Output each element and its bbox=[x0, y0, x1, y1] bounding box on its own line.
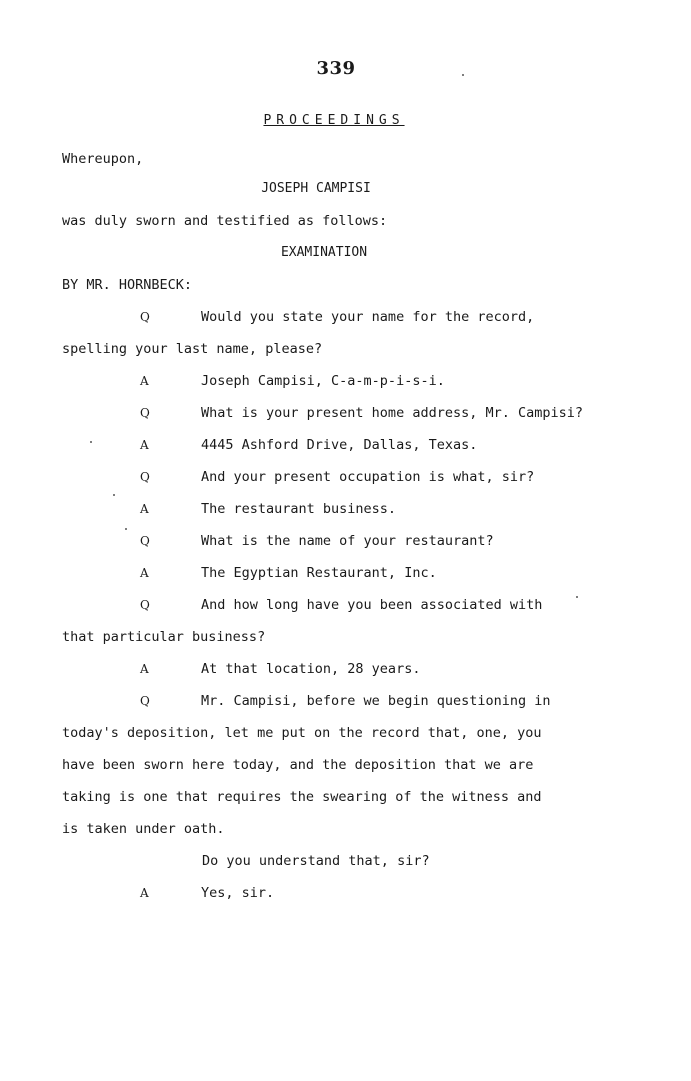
answer-text: The restaurant business. bbox=[201, 501, 397, 517]
answer-marker: A bbox=[140, 662, 149, 676]
question-text: Mr. Campisi, before we begin questioning in bbox=[201, 693, 551, 709]
transcript-line: is taken under oath. bbox=[62, 821, 225, 837]
answer-marker: A bbox=[140, 502, 149, 516]
answer-marker: A bbox=[140, 438, 149, 452]
answer-marker: A bbox=[140, 374, 149, 388]
answer-text: Yes, sir. bbox=[201, 885, 275, 901]
scan-speck bbox=[90, 441, 92, 443]
question-marker: Q bbox=[140, 310, 150, 324]
witness-name: JOSEPH CAMPISI bbox=[261, 181, 371, 196]
question-text: What is the name of your restaurant? bbox=[201, 533, 494, 549]
question-text: What is your present home address, Mr. Campisi? bbox=[201, 405, 584, 421]
question-marker: Q bbox=[140, 598, 150, 612]
transcript-line: spelling your last name, please? bbox=[62, 341, 323, 357]
transcript-line: have been sworn here today, and the deposition that we are bbox=[62, 757, 534, 773]
scan-speck bbox=[462, 74, 464, 76]
transcript-line: taking is one that requires the swearing of the witness and bbox=[62, 789, 542, 805]
answer-marker: A bbox=[140, 566, 149, 580]
page-number: 339 bbox=[316, 58, 356, 79]
question-marker: Q bbox=[140, 470, 150, 484]
examination-heading: EXAMINATION bbox=[280, 245, 368, 260]
question-text: Would you state your name for the record, bbox=[201, 309, 535, 325]
answer-text: Joseph Campisi, C-a-m-p-i-s-i. bbox=[201, 373, 445, 389]
question-marker: Q bbox=[140, 694, 150, 708]
question-text: And your present occupation is what, sir? bbox=[201, 469, 535, 485]
answer-marker: A bbox=[140, 886, 149, 900]
transcript-line: today's deposition, let me put on the record that, one, you bbox=[62, 725, 542, 741]
answer-text: At that location, 28 years. bbox=[201, 661, 421, 677]
transcript-line: that particular business? bbox=[62, 629, 266, 645]
transcript-line: Do you understand that, sir? bbox=[202, 853, 430, 869]
question-text: And how long have you been associated with bbox=[201, 597, 543, 613]
question-marker: Q bbox=[140, 534, 150, 548]
examiner-line: BY MR. HORNBECK: bbox=[62, 277, 193, 293]
question-marker: Q bbox=[140, 406, 150, 420]
scan-speck bbox=[576, 596, 578, 598]
answer-text: 4445 Ashford Drive, Dallas, Texas. bbox=[201, 437, 478, 453]
scan-speck bbox=[113, 494, 115, 496]
scan-speck bbox=[125, 528, 127, 530]
transcript-line: was duly sworn and testified as follows: bbox=[62, 213, 388, 229]
transcript-line: Whereupon, bbox=[62, 151, 144, 167]
answer-text: The Egyptian Restaurant, Inc. bbox=[201, 565, 437, 581]
proceedings-heading: PROCEEDINGS bbox=[263, 113, 405, 128]
